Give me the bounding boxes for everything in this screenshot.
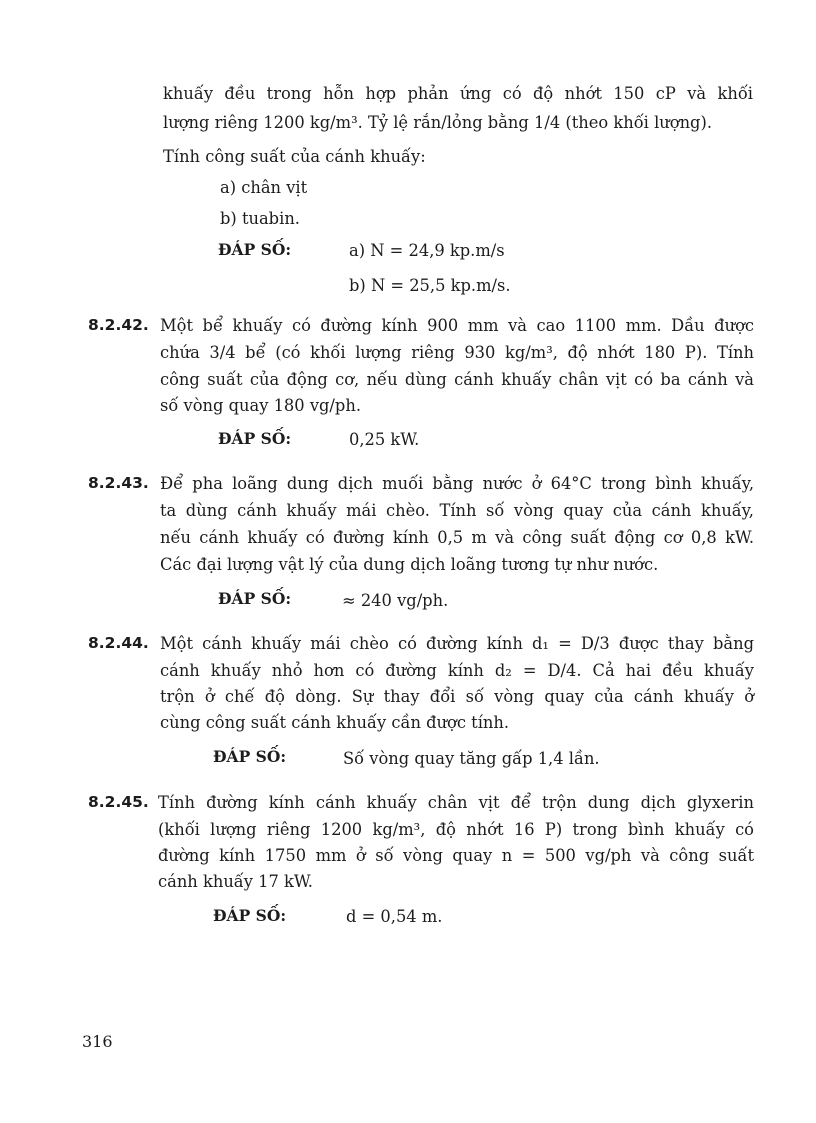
- intro-option-b: b) tuabin.: [220, 209, 300, 228]
- problem-line: cùng công suất cánh khuấy cần được tính.: [160, 713, 510, 732]
- intro-answer-b: b) N = 25,5 kp.m/s.: [349, 276, 511, 295]
- problem-line: Một bể khuấy có đường kính 900 mm và cao 1100 mm. Dầu được: [160, 316, 754, 335]
- problem-line: Một cánh khuấy mái chèo có đường kính d₁ = D/3 được thay bằng: [160, 634, 754, 653]
- problem-line: đường kính 1750 mm ở số vòng quay n = 500 vg/ph và công suất: [158, 846, 754, 865]
- intro-answer-label: ĐÁP SỐ:: [218, 240, 292, 259]
- problem-line: cánh khuấy nhỏ hơn có đường kính d₂ = D/4. Cả hai đều khuấy: [160, 661, 754, 680]
- page-number: 316: [82, 1032, 113, 1051]
- intro-question: Tính công suất của cánh khuấy:: [163, 147, 426, 166]
- answer-value: 0,25 kW.: [349, 430, 420, 449]
- problem-line: cánh khuấy 17 kW.: [158, 872, 313, 891]
- answer-label: ĐÁP SỐ:: [213, 906, 287, 925]
- problem-line: chứa 3/4 bể (có khối lượng riêng 930 kg/m³, độ nhớt 180 P). Tính: [160, 343, 754, 362]
- problem-line: số vòng quay 180 vg/ph.: [160, 396, 362, 415]
- answer-label: ĐÁP SỐ:: [218, 429, 292, 448]
- intro-line-1: khuấy đều trong hỗn hợp phản ứng có độ nhớt 150 cP và khối: [163, 84, 753, 103]
- intro-option-a: a) chân vịt: [220, 178, 308, 197]
- answer-value: d = 0,54 m.: [346, 907, 443, 926]
- problem-number: 8.2.43.: [88, 474, 149, 492]
- intro-line-2: lượng riêng 1200 kg/m³. Tỷ lệ rắn/lỏng bằng 1/4 (theo khối lượng).: [163, 113, 712, 132]
- problem-line: Tính đường kính cánh khuấy chân vịt để trộn dung dịch glyxerin: [158, 793, 754, 812]
- problem-line: Để pha loãng dung dịch muối bằng nước ở 64°C trong bình khuấy,: [160, 474, 754, 493]
- problem-line: (khối lượng riêng 1200 kg/m³, độ nhớt 16 P) trong bình khuấy có: [158, 820, 754, 839]
- answer-value: Số vòng quay tăng gấp 1,4 lần.: [343, 749, 600, 768]
- intro-answer-a: a) N = 24,9 kp.m/s: [349, 241, 505, 260]
- problem-number: 8.2.45.: [88, 793, 149, 811]
- problem-number: 8.2.44.: [88, 634, 149, 652]
- problem-number: 8.2.42.: [88, 316, 149, 334]
- problem-line: nếu cánh khuấy có đường kính 0,5 m và công suất động cơ 0,8 kW.: [160, 528, 754, 547]
- problem-line: Các đại lượng vật lý của dung dịch loãng tương tự như nước.: [160, 555, 659, 574]
- answer-label: ĐÁP SỐ:: [213, 747, 287, 766]
- problem-line: công suất của động cơ, nếu dùng cánh khuấy chân vịt có ba cánh và: [160, 370, 754, 389]
- answer-value: ≈ 240 vg/ph.: [342, 591, 449, 610]
- problem-line: trộn ở chế độ dòng. Sự thay đổi số vòng quay của cánh khuấy ở: [160, 687, 754, 706]
- problem-line: ta dùng cánh khuấy mái chèo. Tính số vòng quay của cánh khuấy,: [160, 501, 754, 520]
- answer-label: ĐÁP SỐ:: [218, 589, 292, 608]
